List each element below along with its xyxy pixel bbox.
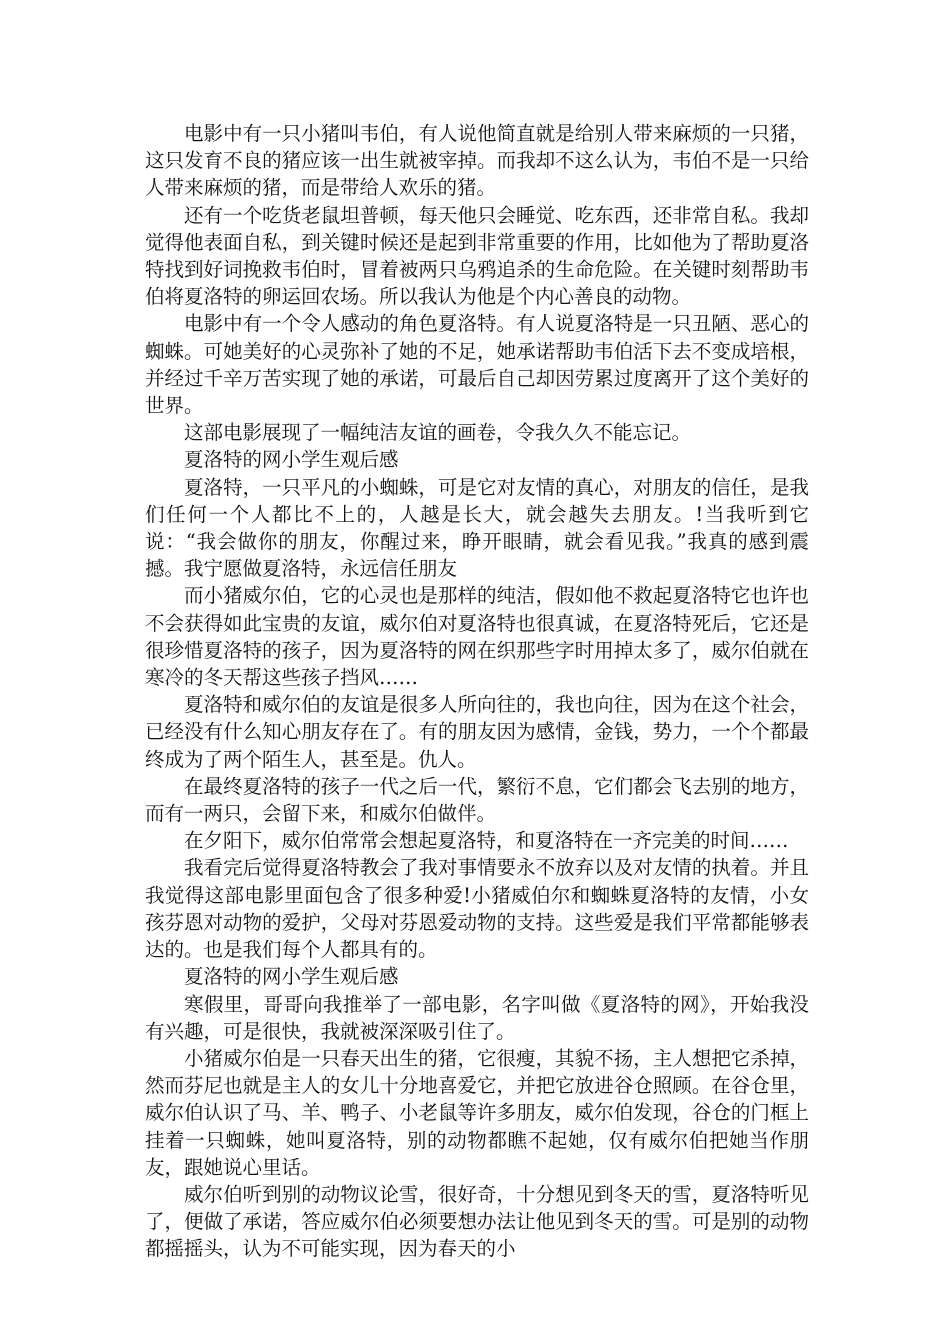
paragraph: 电影中有一只小猪叫韦伯，有人说他简直就是给别人带来麻烦的一只猪，这只发育不良的猪应该一出生就被宰掉。而我却不这么认为，韦伯不是一只给人带来麻烦的猪，而是带给人欢乐的猪。 bbox=[145, 122, 809, 200]
paragraph: 我看完后觉得夏洛特教会了我对事情要永不放弃以及对友情的执着。并且我觉得这部电影里面包含了很多种爱!小猪威伯尔和蜘蛛夏洛特的友情，小女孩芬恩对动物的爱护，父母对芬恩爱动物的支持。这些爱是我们平常都能够表达的。也是我们每个人都具有的。 bbox=[145, 856, 809, 962]
paragraph: 小猪威尔伯是一只春天出生的猪，它很瘦，其貌不扬，主人想把它杀掉，然而芬尼也就是主人的女儿十分地喜爱它，并把它放进谷仓照顾。在谷仓里，威尔伯认识了马、羊、鸭子、小老鼠等许多朋友，威尔伯发现，谷仓的门框上挂着一只蜘蛛，她叫夏洛特，别的动物都瞧不起她，仅有威尔伯把她当作朋友，跟她说心里话。 bbox=[145, 1046, 809, 1179]
paragraph: 在最终夏洛特的孩子一代之后一代，繁衍不息，它们都会飞去别的地方，而有一两只，会留下来，和威尔伯做伴。 bbox=[145, 774, 809, 826]
paragraph: 还有一个吃货老鼠坦普顿，每天他只会睡觉、吃东西，还非常自私。我却觉得他表面自私，到关键时候还是起到非常重要的作用，比如他为了帮助夏洛特找到好词挽救韦伯时，冒着被两只乌鸦追杀的生命危险。在关键时刻帮助韦伯将夏洛特的卵运回农场。所以我认为他是个内心善良的动物。 bbox=[145, 203, 809, 309]
paragraph: 夏洛特和威尔伯的友谊是很多人所向往的，我也向往，因为在这个社会，已经没有什么知心朋友存在了。有的朋友因为感情，金钱，势力，一个个都最终成为了两个陌生人，甚至是。仇人。 bbox=[145, 693, 809, 771]
paragraph: 电影中有一个令人感动的角色夏洛特。有人说夏洛特是一只丑陋、恶心的蜘蛛。可她美好的心灵弥补了她的不足，她承诺帮助韦伯活下去不变成培根，并经过千辛万苦实现了她的承诺，可最后自己却因劳累过度离开了这个美好的世界。 bbox=[145, 312, 809, 418]
paragraph: 这部电影展现了一幅纯洁友谊的画卷，令我久久不能忘记。 bbox=[184, 421, 692, 445]
section-heading: 夏洛特的网小学生观后感 bbox=[184, 448, 399, 472]
paragraph: 夏洛特，一只平凡的小蜘蛛，可是它对友情的真心，对朋友的信任，是我们任何一个人都比不上的，人越是长大，就会越失去朋友。!当我听到它说：“我会做你的朋友，你醒过来，睁开眼睛，就会看见我。”我真的感到震撼。我宁愿做夏洛特，永远信任朋友 bbox=[145, 475, 809, 581]
paragraph: 寒假里，哥哥向我推举了一部电影，名字叫做《夏洛特的网》，开始我没有兴趣，可是很快，我就被深深吸引住了。 bbox=[145, 992, 809, 1043]
paragraph: 在夕阳下，威尔伯常常会想起夏洛特，和夏洛特在一齐完美的时间…… bbox=[184, 829, 789, 853]
paragraph: 威尔伯听到别的动物议论雪，很好奇，十分想见到冬天的雪，夏洛特听见了，便做了承诺，答应威尔伯必须要想办法让他见到冬天的雪。可是别的动物都摇摇头，认为不可能实现，因为春天的小 bbox=[145, 1182, 809, 1261]
document-body bbox=[145, 120, 809, 1263]
section-heading: 夏洛特的网小学生观后感 bbox=[184, 965, 399, 989]
paragraph: 而小猪威尔伯，它的心灵也是那样的纯洁，假如他不救起夏洛特它也许也不会获得如此宝贵的友谊，威尔伯对夏洛特也很真诚，在夏洛特死后，它还是很珍惜夏洛特的孩子，因为夏洛特的网在织那些字时用掉太多了，威尔伯就在寒冷的冬天帮这些孩子挡风…… bbox=[145, 584, 809, 690]
